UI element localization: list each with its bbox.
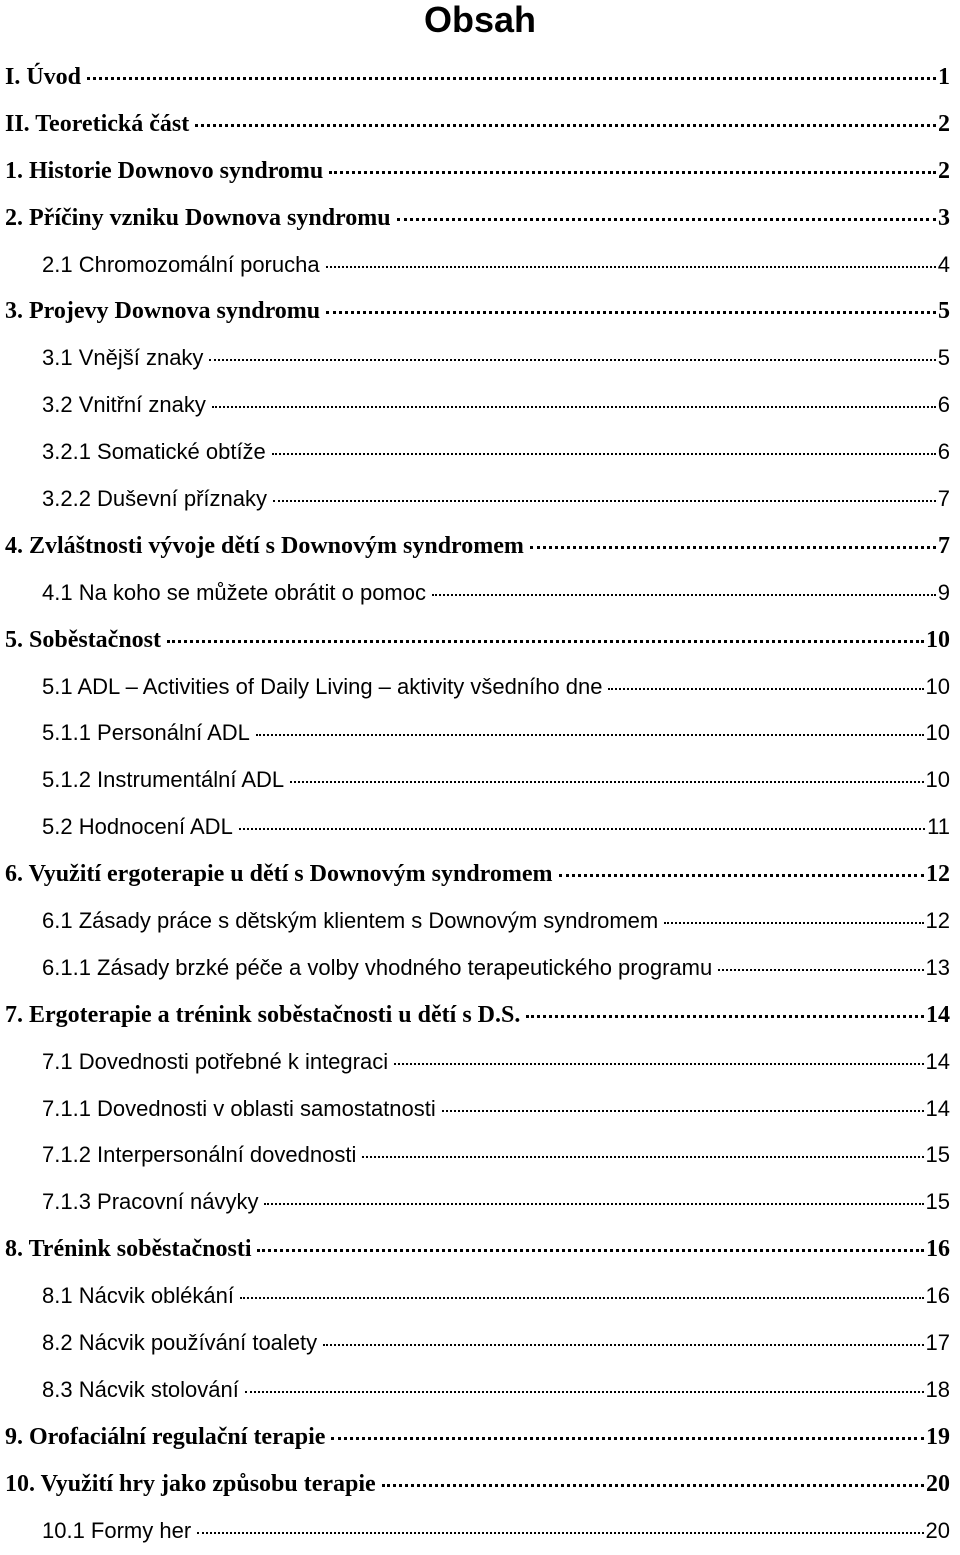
toc-entry [0, 1273, 960, 1320]
toc-entry [0, 54, 960, 101]
toc-entry [0, 382, 960, 429]
toc-entry-label: 3. Projevy Downova syndromu [5, 298, 321, 325]
dot-leader [397, 218, 936, 221]
dot-leader [326, 266, 936, 268]
toc-entry [0, 757, 960, 804]
toc-entry [0, 1461, 960, 1508]
toc-entry-page-number: 17 [925, 1330, 950, 1356]
toc-entry [0, 148, 960, 195]
toc-entry [0, 992, 960, 1039]
toc-entry [0, 710, 960, 757]
toc-entry-page-number: 14 [926, 1001, 950, 1028]
toc-entry-label: 3.2 Vnitřní znaky [42, 392, 206, 418]
toc-entry-label: 4.1 Na koho se můžete obrátit o pomoc [42, 579, 426, 605]
dot-leader [209, 359, 935, 361]
toc-entry-page-number: 6 [937, 439, 950, 465]
toc-entry [0, 804, 960, 851]
toc-entry-page-number: 10 [925, 720, 950, 746]
toc-entry [0, 1508, 960, 1555]
toc-entry [0, 1367, 960, 1414]
dot-leader [257, 1249, 924, 1252]
toc-entry [0, 1414, 960, 1461]
toc-entry-page-number: 19 [926, 1423, 950, 1450]
toc-entry-label: 7.1 Dovednosti potřebné k integraci [42, 1048, 389, 1074]
toc-entry-label: 6.1.1 Zásady brzké péče a volby vhodného terapeutického programu [42, 954, 713, 980]
toc-entry-label: 10. Využití hry jako způsobu terapie [5, 1470, 376, 1497]
dot-leader [664, 922, 923, 924]
toc-entry-label: 3.2.1 Somatické obtíže [42, 439, 266, 465]
toc-entry [0, 476, 960, 523]
toc-entry-page-number: 3 [938, 204, 950, 231]
toc-entry-page-number: 10 [925, 673, 950, 699]
dot-leader [245, 1391, 924, 1393]
toc-entry-label: 2. Příčiny vzniku Downova syndromu [5, 204, 391, 231]
dot-leader [197, 1532, 923, 1534]
toc-entry-label: 10.1 Formy her [42, 1517, 192, 1543]
toc-entry-page-number: 11 [927, 814, 950, 840]
toc-entry-page-number: 14 [925, 1048, 950, 1074]
dot-leader [239, 828, 925, 830]
toc-entry [0, 429, 960, 476]
dot-leader [326, 311, 936, 314]
toc-entry-page-number: 12 [926, 861, 950, 888]
toc-entry [0, 898, 960, 945]
toc-entry-label: 4. Zvláštnosti vývoje dětí s Downovým syndromem [5, 532, 524, 559]
toc-entry [0, 288, 960, 335]
toc-entry [0, 1320, 960, 1367]
toc-entry-page-number: 10 [926, 626, 950, 653]
toc-entry-label: 5.1.2 Instrumentální ADL [42, 767, 285, 793]
dot-leader [559, 874, 924, 877]
toc-entry [0, 1226, 960, 1273]
toc-entry [0, 1086, 960, 1133]
dot-leader [329, 171, 936, 174]
toc-entry-page-number: 20 [926, 1470, 950, 1497]
toc-entry-label: 6.1 Zásady práce s dětským klientem s Downovým syndromem [42, 908, 659, 934]
toc-entry-page-number: 16 [925, 1283, 950, 1309]
toc-entry-page-number: 5 [938, 298, 950, 325]
dot-leader [212, 406, 936, 408]
dot-leader [530, 546, 936, 549]
dot-leader [362, 1156, 923, 1158]
toc-entry-label: 6. Využití ergoterapie u dětí s Downovým syndromem [5, 861, 553, 888]
toc-entry-page-number: 4 [937, 251, 950, 277]
toc-entry-label: 5.2 Hodnocení ADL [42, 814, 233, 840]
toc-entry-label: 5.1.1 Personální ADL [42, 720, 250, 746]
toc-entry-label: II. Teoretická část [5, 110, 190, 137]
toc-entry-page-number: 12 [925, 908, 950, 934]
toc-entry-page-number: 18 [925, 1376, 950, 1402]
dot-leader [382, 1484, 924, 1487]
dot-leader [167, 640, 924, 643]
dot-leader [264, 1203, 923, 1205]
toc-entry-page-number: 15 [925, 1189, 950, 1215]
dot-leader [442, 1110, 924, 1112]
toc-entry-page-number: 20 [925, 1517, 950, 1543]
dot-leader [290, 781, 923, 783]
dot-leader [718, 969, 923, 971]
toc-entry-page-number: 15 [925, 1142, 950, 1168]
toc-entry [0, 1132, 960, 1179]
toc-entry-page-number: 1 [938, 64, 950, 90]
toc-entry-page-number: 2 [938, 157, 950, 184]
toc-entry-page-number: 2 [938, 110, 950, 137]
toc-entry [0, 570, 960, 617]
dot-leader [608, 688, 923, 690]
toc-entry-page-number: 6 [937, 392, 950, 418]
toc-entry [0, 664, 960, 711]
toc-entry [0, 945, 960, 992]
toc-entry-page-number: 16 [926, 1236, 950, 1263]
toc-entry-label: 8. Trénink soběstačnosti [5, 1236, 252, 1263]
toc-entry-label: 7.1.2 Interpersonální dovednosti [42, 1142, 357, 1168]
toc-entry-page-number: 7 [938, 532, 950, 559]
toc-entry [0, 101, 960, 148]
dot-leader [323, 1344, 923, 1346]
dot-leader [256, 734, 924, 736]
toc-entry-page-number: 10 [925, 767, 950, 793]
toc-entry-page-number: 13 [925, 954, 950, 980]
toc-entry-label: 8.1 Nácvik oblékání [42, 1283, 234, 1309]
toc-entry-label: 2.1 Chromozomální porucha [42, 251, 320, 277]
toc-entry-page-number: 5 [937, 345, 950, 371]
dot-leader [394, 1063, 923, 1065]
toc-entry-label: 5.1 ADL – Activities of Daily Living – aktivity všedního dne [42, 673, 603, 699]
dot-leader [432, 594, 936, 596]
toc-entry [0, 617, 960, 664]
toc-entry-page-number: 14 [925, 1095, 950, 1121]
toc-entry-label: 3.2.2 Duševní příznaky [42, 486, 268, 512]
toc-entry-label: 3.1 Vnější znaky [42, 345, 204, 371]
toc-entry-page-number: 7 [937, 486, 950, 512]
toc-entry [0, 195, 960, 242]
toc-entry-label: 8.2 Nácvik používání toalety [42, 1330, 318, 1356]
toc-entry [0, 335, 960, 382]
dot-leader [331, 1437, 924, 1440]
page-title: Obsah [423, 0, 537, 40]
toc-entry-label: 5. Soběstačnost [5, 626, 162, 653]
toc-entry-label: 9. Orofaciální regulační terapie [5, 1423, 326, 1450]
toc-entry-page-number: 9 [937, 579, 950, 605]
dot-leader [526, 1015, 924, 1018]
toc-entry-label: 1. Historie Downovo syndromu [5, 157, 324, 184]
toc-entry-label: 7.1.1 Dovednosti v oblasti samostatnosti [42, 1095, 436, 1121]
toc-entry [0, 1039, 960, 1086]
toc-entry-label: I. Úvod [5, 64, 82, 90]
dot-leader [87, 77, 936, 80]
dot-leader [240, 1297, 924, 1299]
dot-leader [272, 453, 936, 455]
toc-entry-label: 8.3 Nácvik stolování [42, 1376, 239, 1402]
dot-leader [273, 500, 936, 502]
toc-entry-label: 7. Ergoterapie a trénink soběstačnosti u dětí s D.S. [5, 1001, 521, 1028]
dot-leader [195, 124, 936, 127]
toc-entry [0, 242, 960, 289]
toc-entry-label: 7.1.3 Pracovní návyky [42, 1189, 259, 1215]
table-of-contents [0, 54, 960, 1555]
toc-entry [0, 1179, 960, 1226]
toc-entry [0, 851, 960, 898]
toc-entry [0, 523, 960, 570]
